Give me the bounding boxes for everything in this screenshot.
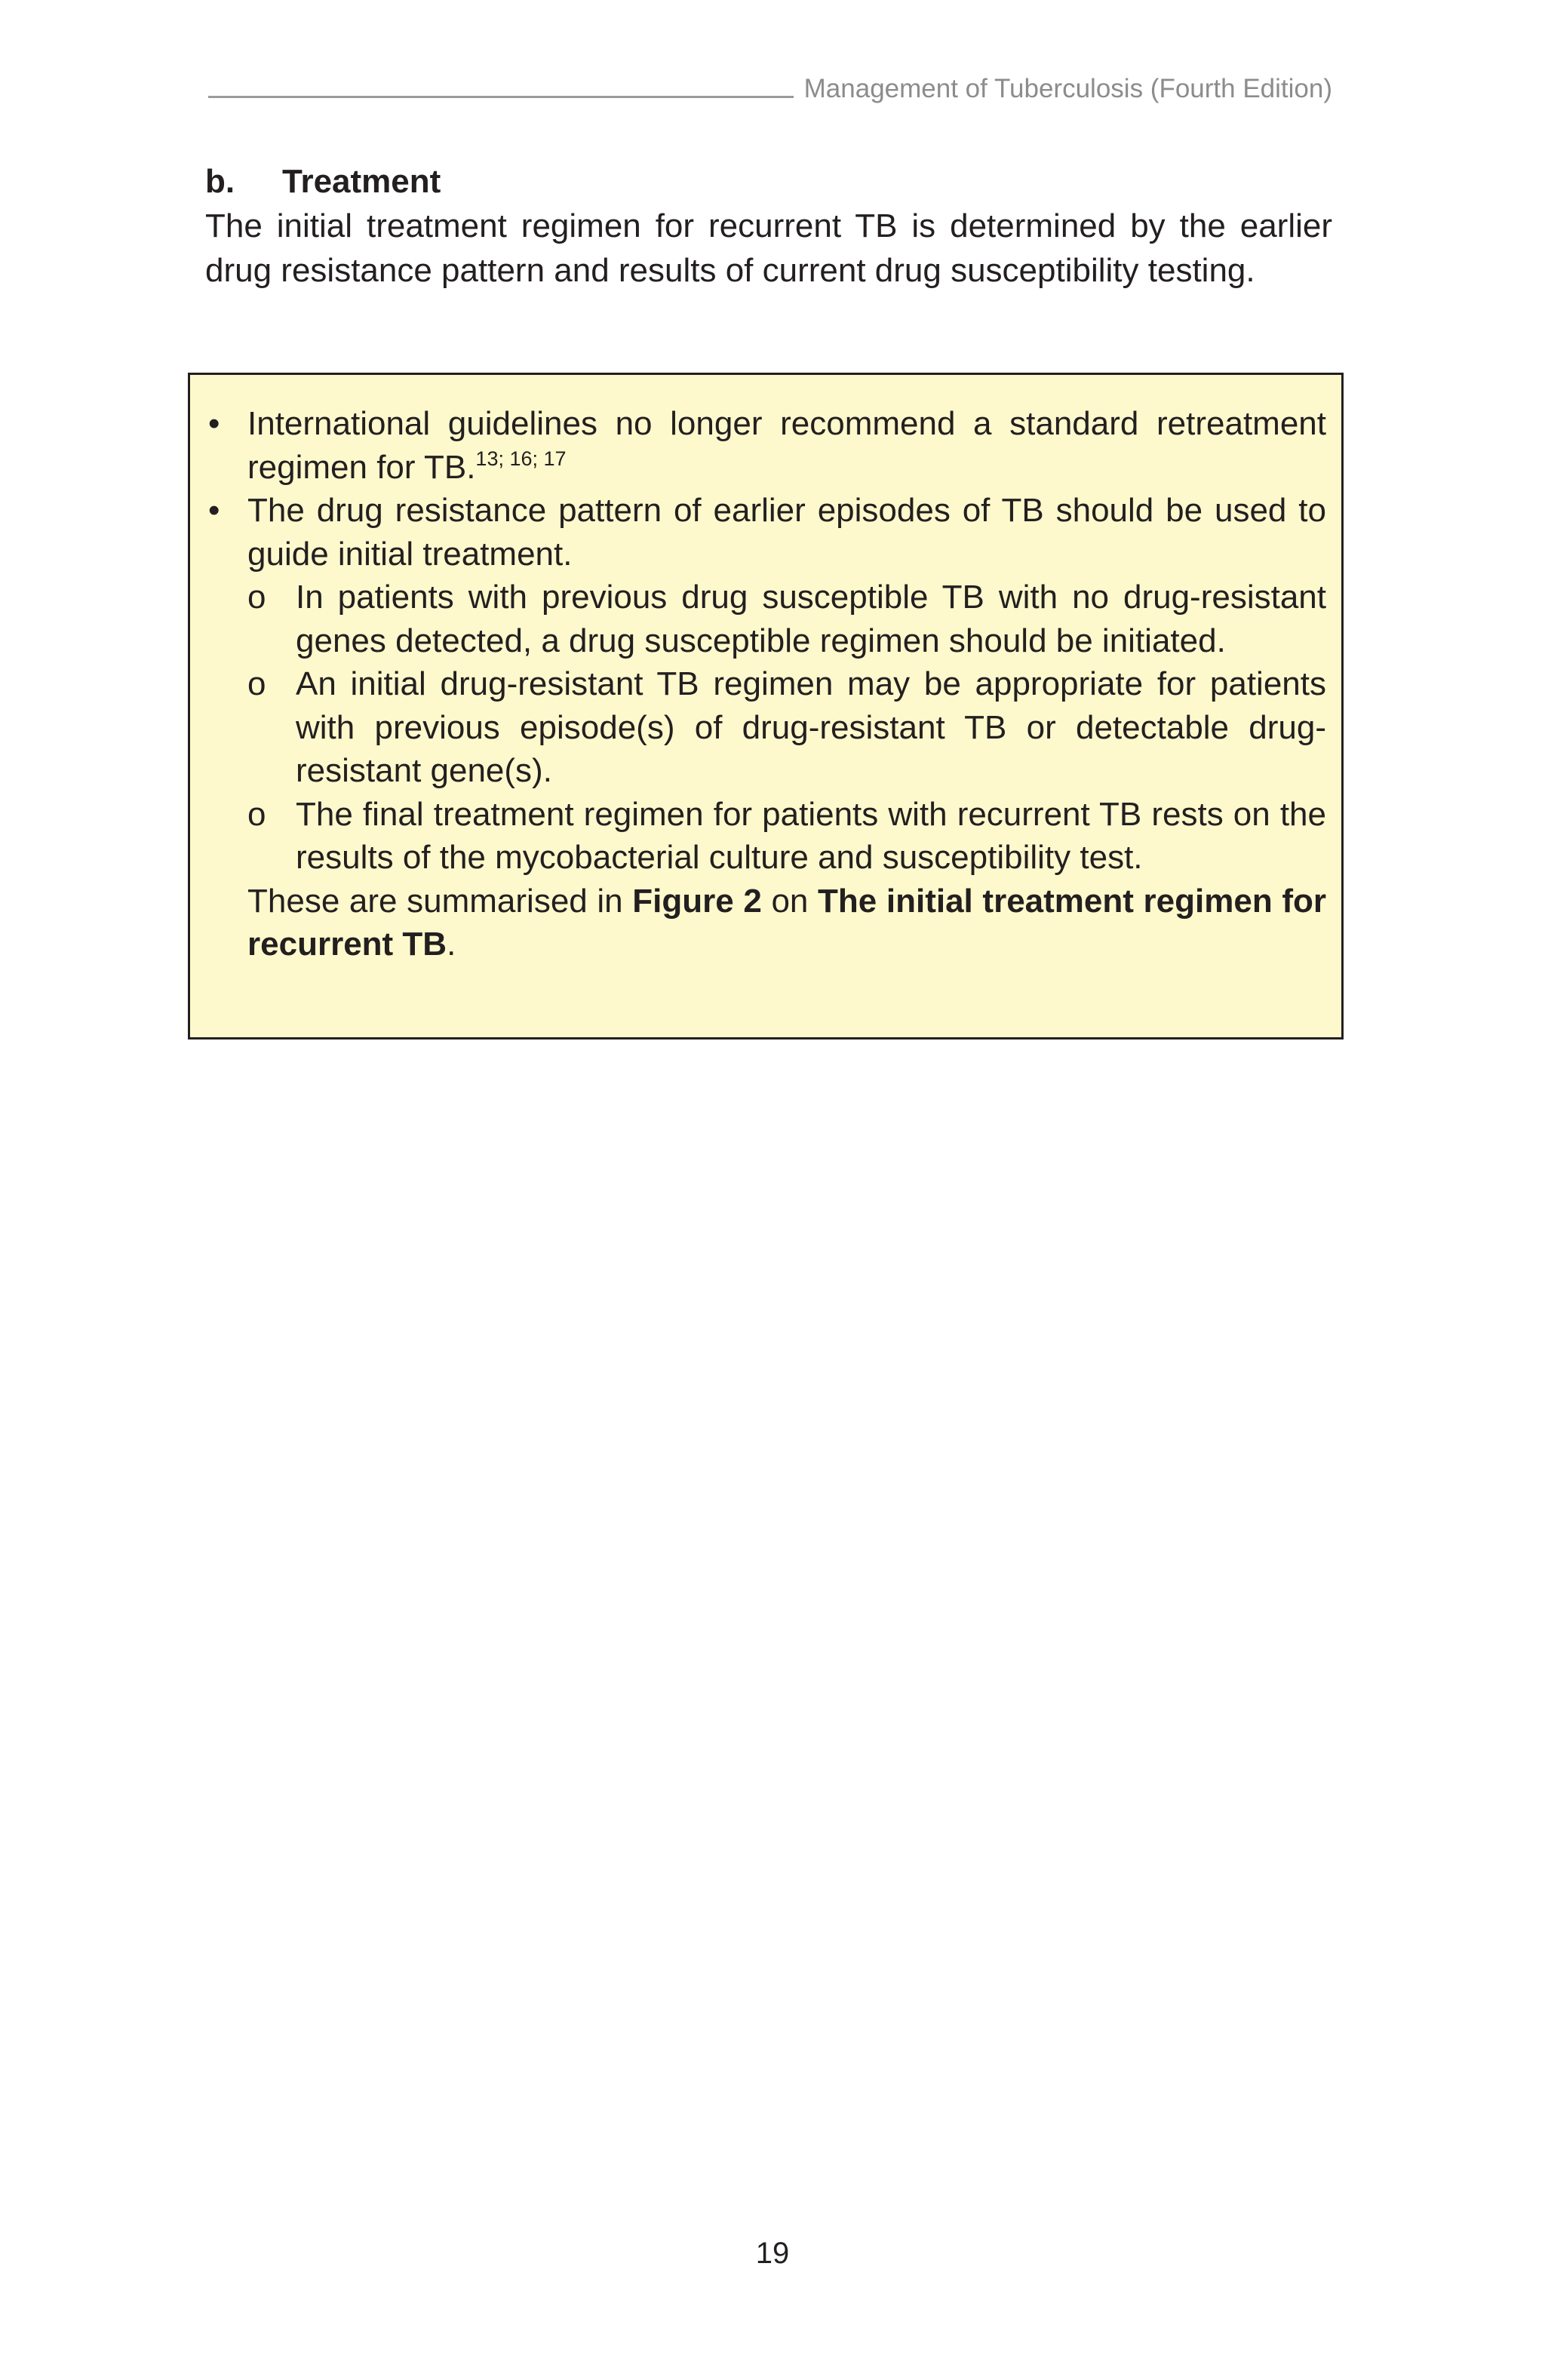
treatment-section [205, 160, 1332, 293]
page-number: 19 [755, 2237, 790, 2270]
recommendation-text: The drug resistance pattern of earlier episodes of TB should be used to guide initial treatment. [247, 492, 1326, 573]
sub-recommendation-text: The final treatment regimen for patients with recurrent TB rests on the results of the mycobacterial culture and susceptibility test. [296, 795, 1326, 876]
bullet-marker: • [208, 405, 220, 442]
key-recommendation-list [205, 402, 1326, 880]
summary-lead: These are summarised in [247, 882, 633, 920]
header-rule [208, 96, 794, 98]
summary-end: . [447, 926, 456, 963]
citation-reference: 13; 16; 17 [475, 447, 567, 470]
figure-reference: Figure 2 [632, 882, 762, 920]
section-paragraph: The initial treatment regimen for recurrent TB is determined by the earlier drug resistance pattern and results of current drug susceptibility testing. [205, 207, 1332, 289]
sub-recommendation-item [247, 662, 1326, 793]
figure-title: The initial treatment regimen for recurrent TB [247, 882, 1326, 963]
sub-bullet-marker: o [247, 795, 266, 833]
sub-recommendation-item [247, 793, 1326, 880]
recommendation-text: International guidelines no longer recommend a standard retreatment regimen for TB. [247, 405, 1326, 486]
sub-bullet-marker: o [247, 579, 266, 616]
key-recommendation-box [188, 373, 1344, 1040]
figure-summary [205, 880, 1326, 966]
sub-recommendation-list [247, 576, 1326, 880]
running-header [208, 69, 1332, 106]
summary-connector: on [761, 882, 819, 920]
running-title: Management of Tuberculosis (Fourth Edition) [803, 74, 1332, 103]
section-title: Treatment [282, 163, 441, 200]
section-number: b. [205, 163, 235, 200]
section-heading [205, 160, 1332, 204]
bullet-marker: • [208, 492, 220, 529]
sub-recommendation-item [247, 576, 1326, 662]
recommendation-item [205, 489, 1326, 880]
recommendation-item [205, 402, 1326, 489]
sub-bullet-marker: o [247, 665, 266, 702]
sub-recommendation-text: In patients with previous drug susceptible TB with no drug-resistant genes detected, a drug susceptible regimen should be initiated. [296, 579, 1326, 659]
sub-recommendation-text: An initial drug-resistant TB regimen may be appropriate for patients with previous episode(s) of drug-resistant TB or detectable drug-resistant gene(s). [296, 665, 1326, 789]
